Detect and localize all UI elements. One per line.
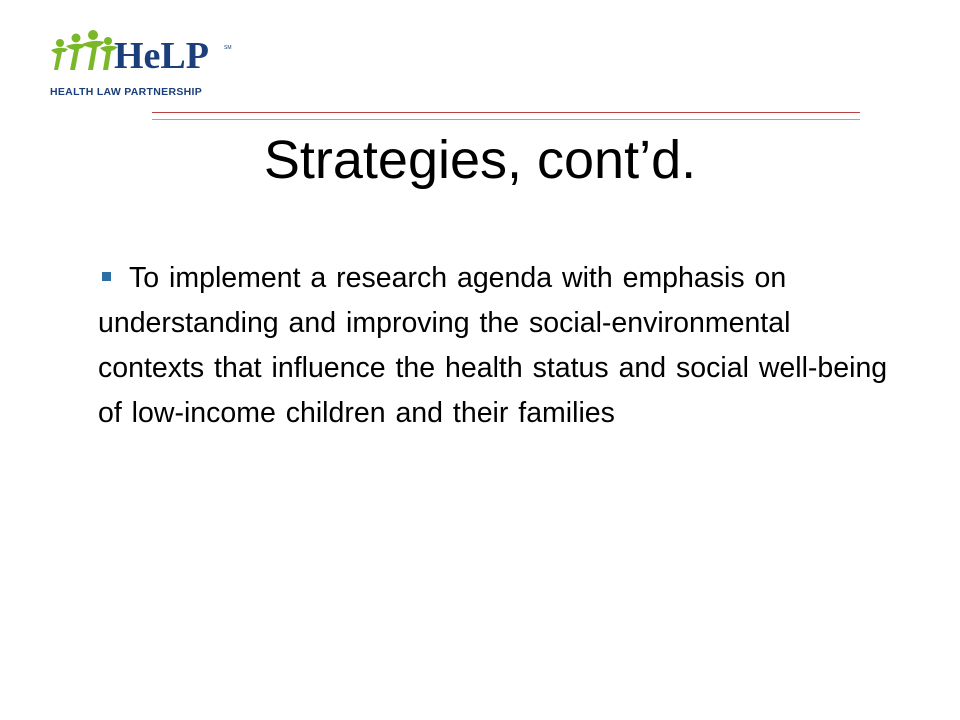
- bullet-text: To implement a research agenda with emphasis on understanding and improving the social-environmental contexts that influence the health status and social well-being of low-income children and their families: [98, 262, 888, 429]
- slide-title: Strategies, cont’d.: [263, 130, 697, 190]
- help-logo-icon: [48, 28, 248, 108]
- header-rule-top: [152, 112, 860, 113]
- bullet-item: [98, 256, 898, 436]
- header-rule-bottom: [152, 119, 860, 120]
- svg-text:HeLP: HeLP: [114, 35, 209, 77]
- square-bullet-icon: [102, 272, 111, 281]
- svg-text:SM: SM: [224, 45, 232, 51]
- help-logo: [48, 28, 248, 108]
- svg-text:HEALTH LAW PARTNERSHIP: HEALTH LAW PARTNERSHIP: [50, 86, 203, 98]
- slide-body: [98, 256, 898, 436]
